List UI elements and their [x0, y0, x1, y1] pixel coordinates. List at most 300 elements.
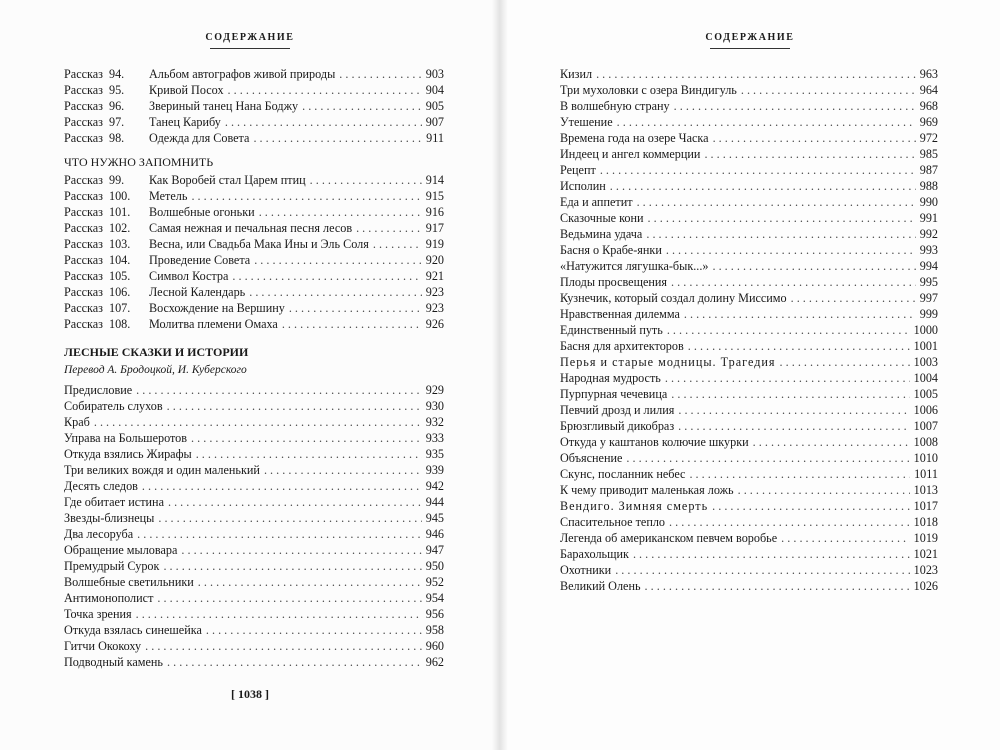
toc-entry-page: 919: [425, 237, 444, 251]
toc-entry-page: 929: [425, 383, 444, 397]
toc-entry-number: 107.: [108, 301, 131, 315]
dot-leader: [781, 530, 909, 546]
toc-entry: [64, 398, 444, 414]
toc-entry: [560, 162, 938, 178]
dot-leader: [753, 434, 910, 450]
toc-entry-page: 1018: [913, 515, 938, 529]
dot-leader: [196, 446, 422, 462]
toc-entry: [64, 316, 444, 332]
toc-entry-title-text: Как Воробей стал Царем птиц: [148, 173, 306, 187]
toc-entry-page: 1008: [913, 435, 938, 449]
toc-entry: [64, 446, 444, 462]
toc-entry: [560, 482, 938, 498]
dot-leader: [667, 322, 910, 338]
toc-entry: [64, 172, 444, 188]
toc-entry-title: [64, 66, 335, 82]
toc-entry-title: Рецепт: [560, 163, 596, 177]
dot-leader: [741, 82, 916, 98]
dot-leader: [254, 252, 422, 268]
toc-entry-number: 98.: [108, 131, 125, 145]
dot-leader: [633, 546, 910, 562]
toc-entry: [64, 252, 444, 268]
toc-entry-page: 933: [425, 431, 444, 445]
dot-leader: [356, 220, 422, 236]
dot-leader: [780, 354, 910, 370]
toc-entry-number: 102.: [108, 221, 131, 235]
toc-entry-label: Рассказ: [64, 237, 103, 251]
toc-entry-label: Рассказ: [64, 285, 103, 299]
toc-entry-page: 1006: [913, 403, 938, 417]
toc-entry-page: 1021: [913, 547, 938, 561]
toc-entry-page: 939: [425, 463, 444, 477]
toc-entry-number: 95.: [108, 83, 125, 97]
toc-entry-page: 958: [425, 623, 444, 637]
running-header: СОДЕРЖАНИЕ: [205, 32, 295, 43]
toc-entry-page: 991: [919, 211, 938, 225]
toc-column-left: [64, 66, 444, 670]
toc-entry-page: 923: [425, 285, 444, 299]
toc-entry-title: Плоды просвещения: [560, 275, 668, 289]
toc-entry-title: [64, 220, 352, 236]
toc-entry-title: [64, 236, 369, 252]
toc-entry-title: Десять следов: [64, 479, 138, 493]
toc-entry-title: Спасительное тепло: [560, 515, 666, 529]
dot-leader: [191, 188, 421, 204]
toc-entry-title: Кизил: [560, 67, 593, 81]
toc-entry-title-text: Весна, или Свадьба Мака Ины и Эль Соля: [148, 237, 369, 251]
toc-entry-page: 992: [919, 227, 938, 241]
toc-entry-page: 947: [425, 543, 444, 557]
toc-entry-page: 932: [425, 415, 444, 429]
dot-leader: [310, 172, 422, 188]
toc-entry: [560, 194, 938, 210]
toc-entry-page: 1005: [913, 387, 938, 401]
toc-entry: [560, 546, 938, 562]
toc-entry-label: Рассказ: [64, 301, 103, 315]
dot-leader: [645, 578, 910, 594]
toc-entry-page: 911: [426, 131, 444, 145]
toc-entry: [560, 114, 938, 130]
toc-entry-number: 108.: [108, 317, 131, 331]
toc-entry-page: 988: [919, 179, 938, 193]
dot-leader: [289, 300, 422, 316]
dot-leader: [713, 130, 916, 146]
toc-entry-page: 969: [919, 115, 938, 129]
toc-entry-page: 905: [425, 99, 444, 113]
toc-entry-title: Откуда у каштанов колючие шкурки: [560, 435, 749, 449]
dot-leader: [626, 450, 909, 466]
toc-entry-title: Басня о Крабе-янки: [560, 243, 662, 257]
toc-entry-label: Рассказ: [64, 221, 103, 235]
toc-entry: [64, 606, 444, 622]
toc-entry-title: Еда и аппетит: [560, 195, 633, 209]
toc-entry-title-text: Альбом автографов живой природы: [148, 67, 336, 81]
toc-entry-title-text: Одежда для Совета: [148, 131, 250, 145]
dot-leader: [615, 562, 909, 578]
toc-entry-page: 950: [425, 559, 444, 573]
dot-leader: [191, 430, 422, 446]
toc-entry-page: 1026: [913, 579, 938, 593]
toc-entry: [64, 494, 444, 510]
toc-entry-page: 1017: [913, 499, 938, 513]
toc-entry-label: Рассказ: [64, 269, 103, 283]
translator-credit: Перевод А. Бродоцкой, И. Куберского: [64, 364, 247, 376]
toc-entry-page: 954: [425, 591, 444, 605]
toc-entry-page: 903: [425, 67, 444, 81]
toc-entry: [64, 98, 444, 114]
right-page: [500, 0, 1000, 750]
toc-entry-page: 923: [425, 301, 444, 315]
toc-entry: [64, 82, 444, 98]
dot-leader: [678, 418, 909, 434]
toc-entry-title: Три великих вождя и один маленький: [64, 463, 260, 477]
toc-entry-page: 945: [425, 511, 444, 525]
toc-subheading: ЧТО НУЖНО ЗАПОМНИТЬ: [64, 155, 214, 169]
toc-group-forest-tales: [64, 382, 444, 670]
dot-leader: [678, 402, 909, 418]
toc-entry-title: «Натужится лягушка-бык...»: [560, 259, 709, 273]
toc-entry-label: Рассказ: [64, 189, 103, 203]
toc-entry: [560, 338, 938, 354]
toc-entry-page: 942: [425, 479, 444, 493]
section-title: ЛЕСНЫЕ СКАЗКИ И ИСТОРИИ: [64, 345, 249, 359]
toc-entry-title: [64, 172, 306, 188]
dot-leader: [264, 462, 422, 478]
toc-entry-title-text: Метель: [148, 189, 188, 203]
toc-entry: [560, 82, 938, 98]
toc-entry-title: Точка зрения: [64, 607, 132, 621]
toc-entry: [64, 590, 444, 606]
dot-leader: [665, 370, 910, 386]
toc-entry-title: Единственный путь: [560, 323, 663, 337]
toc-entry-title-text: Восхождение на Вершину: [148, 301, 285, 315]
toc-entry-number: 94.: [108, 67, 125, 81]
dot-leader: [617, 114, 916, 130]
toc-entry-title: Барахольщик: [560, 547, 629, 561]
toc-entry-page: 926: [425, 317, 444, 331]
toc-entry-title: [64, 268, 228, 284]
toc-entry-number: 101.: [108, 205, 131, 219]
toc-entry-title: [64, 204, 255, 220]
toc-entry: [560, 578, 938, 594]
toc-entry: [64, 382, 444, 398]
toc-entry-page: 917: [425, 221, 444, 235]
toc-entry-title: Брюзгливый дикобраз: [560, 419, 675, 433]
toc-entry: [64, 638, 444, 654]
toc-entry-page: 997: [919, 291, 938, 305]
toc-entry: [560, 562, 938, 578]
toc-entry: [560, 274, 938, 290]
dot-leader: [646, 226, 915, 242]
dot-leader: [225, 114, 422, 130]
toc-entry: [64, 220, 444, 236]
dot-leader: [136, 606, 422, 622]
toc-entry-title: Пурпурная чечевица: [560, 387, 668, 401]
toc-entry-title: Народная мудрость: [560, 371, 661, 385]
dot-leader: [259, 204, 422, 220]
toc-entry: [64, 510, 444, 526]
dot-leader: [669, 514, 910, 530]
toc-entry: [560, 370, 938, 386]
toc-entry-page: 921: [425, 269, 444, 283]
toc-entry-page: 994: [919, 259, 938, 273]
toc-entry: [64, 130, 444, 146]
toc-entry: [560, 210, 938, 226]
toc-entry: [64, 430, 444, 446]
toc-entry: [64, 558, 444, 574]
toc-entry-title: Утешение: [560, 115, 613, 129]
dot-leader: [791, 290, 916, 306]
toc-entry: [560, 178, 938, 194]
toc-entry: [560, 322, 938, 338]
toc-entry: [64, 114, 444, 130]
running-header: СОДЕРЖАНИЕ: [705, 32, 795, 43]
dot-leader: [167, 398, 422, 414]
toc-entry-page: 963: [919, 67, 938, 81]
toc-entry-title: [64, 284, 245, 300]
dot-leader: [137, 526, 422, 542]
toc-entry-title: Откуда взялись Жирафы: [64, 447, 192, 461]
dot-leader: [373, 236, 422, 252]
toc-entry-title-text: Молитва племени Омаха: [148, 317, 278, 331]
toc-entry-title: Индеец и ангел коммерции: [560, 147, 701, 161]
toc-group-stories-b: [64, 172, 444, 332]
toc-entry: [560, 98, 938, 114]
toc-entry: [64, 204, 444, 220]
toc-entry-title: Собиратель слухов: [64, 399, 163, 413]
toc-entry-page: 1000: [913, 323, 938, 337]
toc-entry-page: 993: [919, 243, 938, 257]
toc-entry: [560, 290, 938, 306]
dot-leader: [136, 382, 422, 398]
toc-entry-number: 105.: [108, 269, 131, 283]
dot-leader: [671, 386, 909, 402]
toc-entry-title: Управа на Большеротов: [64, 431, 188, 445]
toc-entry-title: Гитчи Ококоху: [64, 639, 142, 653]
toc-entry-title-text: Проведение Совета: [148, 253, 251, 267]
toc-entry-label: Рассказ: [64, 115, 103, 129]
toc-entry-title-text: Волшебные огоньки: [148, 205, 255, 219]
dot-leader: [94, 414, 422, 430]
toc-entry-number: 104.: [108, 253, 131, 267]
dot-leader: [666, 242, 916, 258]
dot-leader: [684, 306, 916, 322]
toc-entry: [560, 530, 938, 546]
toc-entry: [64, 542, 444, 558]
toc-entry: [64, 622, 444, 638]
toc-entry-title: К чему приводит маленькая ложь: [560, 483, 734, 497]
toc-entry: [560, 242, 938, 258]
toc-entry-title: В волшебную страну: [560, 99, 670, 113]
toc-entry-page: 1007: [913, 419, 938, 433]
toc-entry-title: Исполин: [560, 179, 606, 193]
toc-entry-title-text: Звериный танец Нана Боджу: [148, 99, 299, 113]
toc-entry: [560, 146, 938, 162]
toc-entry-title: Скунс, посланник небес: [560, 467, 686, 481]
toc-entry-page: 1004: [913, 371, 938, 385]
toc-entry-number: 106.: [108, 285, 131, 299]
toc-entry-page: 1011: [914, 467, 938, 481]
toc-entry-label: Рассказ: [64, 173, 103, 187]
toc-entry: [560, 402, 938, 418]
toc-entry-page: 1013: [913, 483, 938, 497]
dot-leader: [637, 194, 916, 210]
toc-entry-number: 97.: [108, 115, 125, 129]
toc-entry-page: 946: [425, 527, 444, 541]
toc-entry-title: Нравственная дилемма: [560, 307, 680, 321]
toc-entry-page: 1019: [913, 531, 938, 545]
toc-entry-label: Рассказ: [64, 253, 103, 267]
toc-entry: [560, 466, 938, 482]
toc-entry: [560, 306, 938, 322]
toc-entry: [560, 450, 938, 466]
toc-entry-page: 985: [919, 147, 938, 161]
toc-entry-title: Три мухоловки с озера Виндигуль: [560, 83, 737, 97]
toc-entry-title: Предисловие: [64, 383, 133, 397]
toc-entry: [560, 514, 938, 530]
dot-leader: [610, 178, 916, 194]
toc-entry-page: 1003: [913, 355, 938, 369]
toc-entry-number: 100.: [108, 189, 131, 203]
toc-entry-title: Премудрый Сурок: [64, 559, 160, 573]
toc-entry-page: 968: [919, 99, 938, 113]
toc-entry-title: Волшебные светильники: [64, 575, 194, 589]
toc-entry-page: 904: [425, 83, 444, 97]
dot-leader: [674, 98, 916, 114]
dot-leader: [688, 338, 910, 354]
book-gutter: [492, 0, 508, 750]
toc-entry-title: [64, 300, 285, 316]
toc-entry-label: Рассказ: [64, 131, 103, 145]
toc-entry-label: Рассказ: [64, 317, 103, 331]
toc-entry-title: [64, 252, 250, 268]
dot-leader: [648, 210, 916, 226]
toc-entry-page: 960: [425, 639, 444, 653]
dot-leader: [712, 498, 909, 514]
page-number: [ 1038 ]: [231, 687, 269, 701]
dot-leader: [712, 258, 915, 274]
toc-entry-page: 952: [425, 575, 444, 589]
toc-entry-page: 987: [919, 163, 938, 177]
toc-entry-title: [64, 82, 224, 98]
toc-entry: [64, 284, 444, 300]
toc-entry: [64, 300, 444, 316]
toc-entry: [560, 66, 938, 82]
dot-leader: [163, 558, 421, 574]
dot-leader: [232, 268, 421, 284]
toc-entry: [64, 66, 444, 82]
toc-entry-title: [64, 98, 298, 114]
toc-entry-title: Басня для архитекторов: [560, 339, 684, 353]
toc-entry-title: Объяснение: [560, 451, 623, 465]
toc-entry-title-text: Символ Костра: [148, 269, 229, 283]
toc-group-stories-a: [64, 66, 444, 146]
toc-entry-page: 914: [425, 173, 444, 187]
toc-entry-title: [64, 316, 278, 332]
dot-leader: [157, 590, 421, 606]
dot-leader: [302, 98, 422, 114]
toc-entry: [560, 434, 938, 450]
toc-entry: [64, 574, 444, 590]
toc-entry: [64, 188, 444, 204]
toc-entry-page: 1010: [913, 451, 938, 465]
toc-entry-title-text: Кривой Посох: [148, 83, 224, 97]
toc-entry: [64, 268, 444, 284]
toc-entry: [560, 130, 938, 146]
toc-entry-page: 915: [425, 189, 444, 203]
toc-entry-page: 935: [425, 447, 444, 461]
toc-entry-title: Антимонополист: [64, 591, 154, 605]
toc-entry-title: Обращение мыловара: [64, 543, 178, 557]
toc-entry-title: Звезды-близнецы: [64, 511, 155, 525]
toc-entry-page: 1001: [913, 339, 938, 353]
toc-entry-title-text: Лесной Календарь: [148, 285, 246, 299]
dot-leader: [249, 284, 421, 300]
toc-entry: [560, 386, 938, 402]
toc-group-forest-tales-cont: [560, 66, 938, 594]
toc-entry-page: 972: [919, 131, 938, 145]
dot-leader: [704, 146, 915, 162]
dot-leader: [198, 574, 422, 590]
toc-entry-title: Сказочные кони: [560, 211, 644, 225]
dot-leader: [158, 510, 421, 526]
toc-entry: [64, 414, 444, 430]
header-rule: [210, 48, 290, 49]
header-rule: [710, 48, 790, 49]
dot-leader: [671, 274, 916, 290]
dot-leader: [596, 66, 916, 82]
toc-entry-page: 962: [425, 655, 444, 669]
toc-entry-number: 103.: [108, 237, 131, 251]
toc-entry-title: Где обитает истина: [64, 495, 164, 509]
toc-entry-title-text: Самая нежная и печальная песня лесов: [148, 221, 353, 235]
toc-entry-page: 930: [425, 399, 444, 413]
toc-entry-label: Рассказ: [64, 99, 103, 113]
toc-entry-title: [64, 114, 221, 130]
toc-entry-page: 920: [425, 253, 444, 267]
toc-entry-page: 944: [425, 495, 444, 509]
dot-leader: [142, 478, 422, 494]
toc-entry-page: 907: [425, 115, 444, 129]
toc-entry-title: Перья и старые модницы. Трагедия: [560, 355, 776, 369]
toc-entry-page: 956: [425, 607, 444, 621]
toc-entry: [560, 498, 938, 514]
dot-leader: [145, 638, 422, 654]
toc-entry-page: 916: [425, 205, 444, 219]
dot-leader: [168, 494, 422, 510]
toc-entry-title: [64, 188, 187, 204]
dot-leader: [600, 162, 916, 178]
toc-entry-page: 1023: [913, 563, 938, 577]
toc-entry-page: 990: [919, 195, 938, 209]
toc-entry-title: Певчий дрозд и лилия: [560, 403, 675, 417]
toc-entry-title: Великий Олень: [560, 579, 641, 593]
toc-entry-label: Рассказ: [64, 83, 103, 97]
toc-entry-title: Ведьмина удача: [560, 227, 643, 241]
toc-entry-title: Охотники: [560, 563, 612, 577]
toc-entry-number: 96.: [108, 99, 125, 113]
dot-leader: [167, 654, 422, 670]
dot-leader: [689, 466, 910, 482]
toc-entry-title: Легенда об американском певчем воробье: [560, 531, 778, 545]
toc-entry-title: Кузнечик, который создал долину Миссимо: [560, 291, 787, 305]
toc-entry-number: 99.: [108, 173, 125, 187]
toc-entry-title-text: Танец Карибу: [148, 115, 221, 129]
toc-entry-page: 999: [919, 307, 938, 321]
toc-column-right: [560, 66, 938, 594]
dot-leader: [206, 622, 422, 638]
toc-entry-label: Рассказ: [64, 67, 103, 81]
